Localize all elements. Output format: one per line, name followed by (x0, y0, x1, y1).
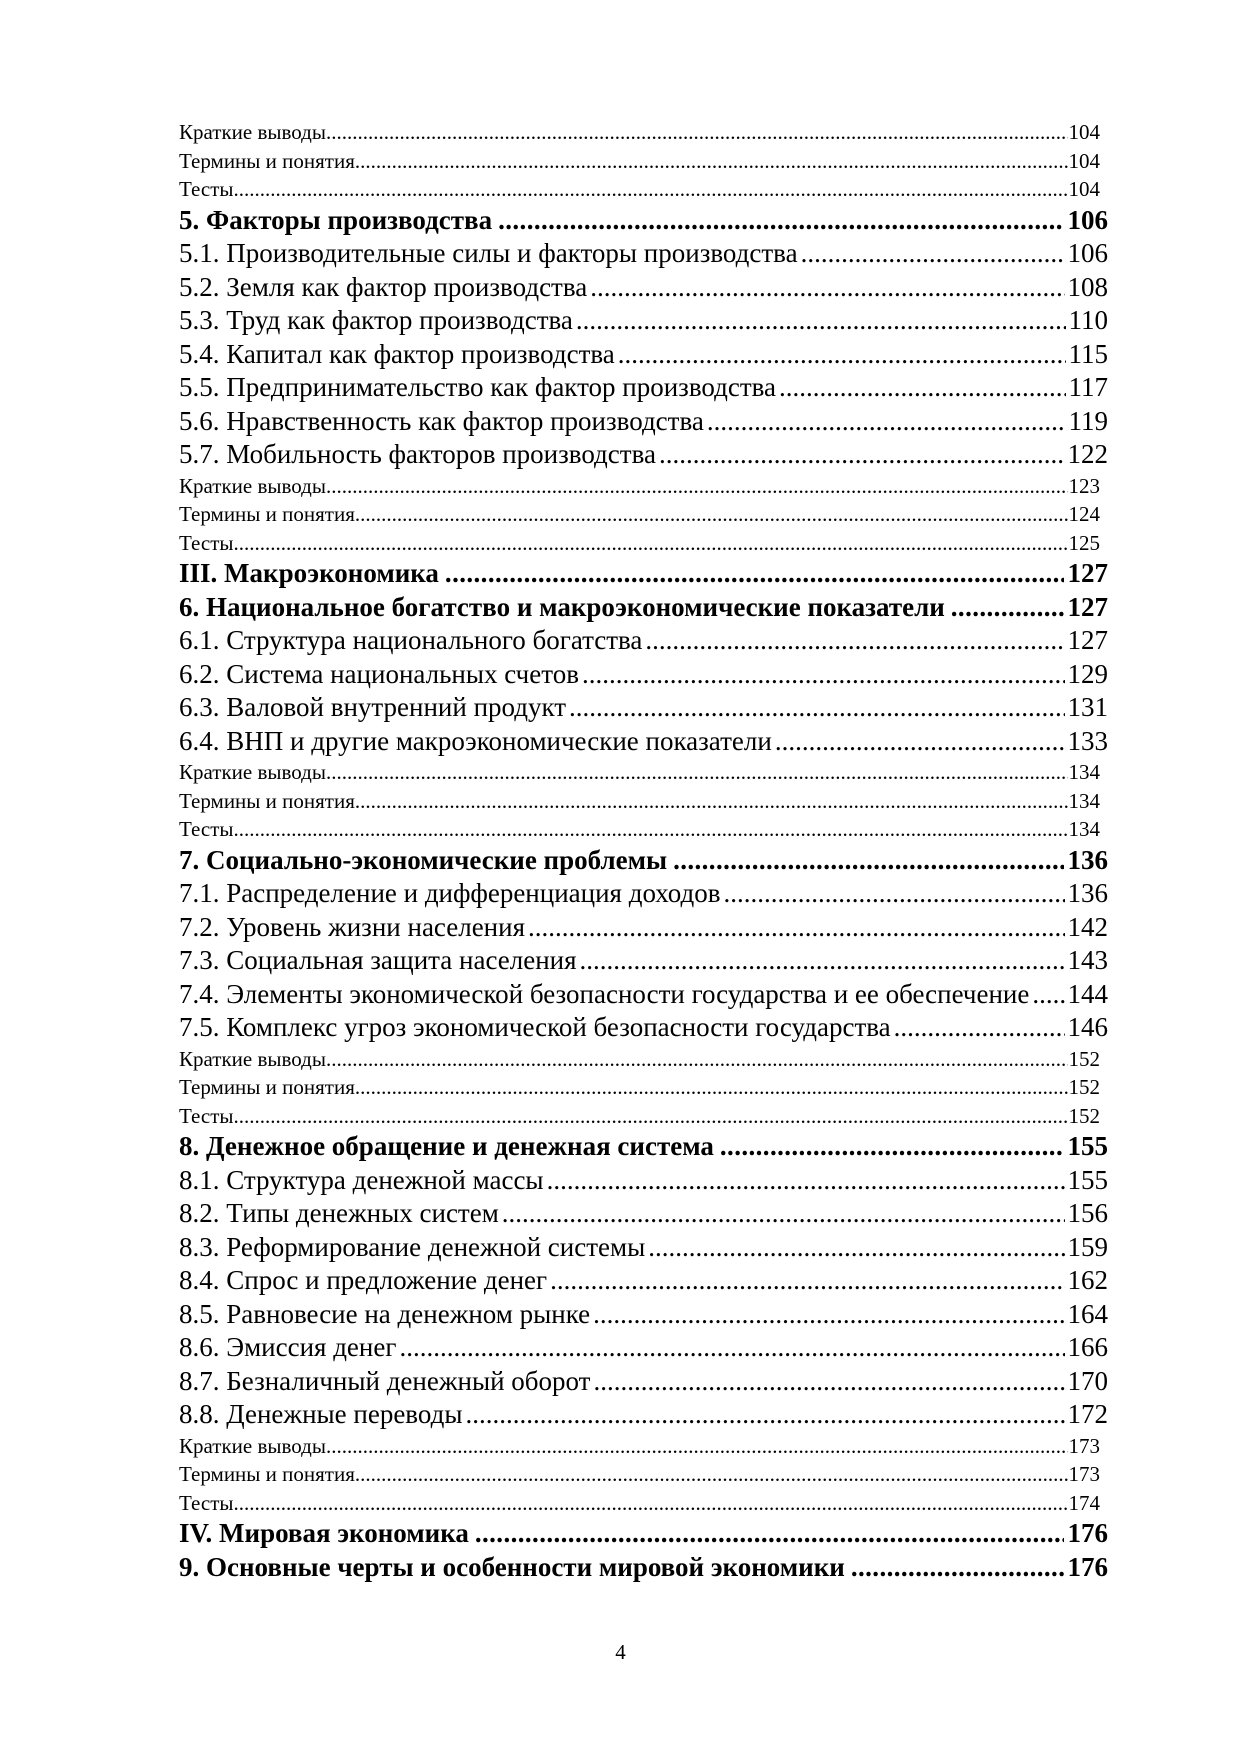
toc-subentry (179, 1432, 1100, 1461)
toc-subentry (179, 1073, 1100, 1102)
toc-dot-leader (326, 1045, 1068, 1074)
toc-dot-leader (576, 304, 1066, 338)
toc-dot-leader (1032, 978, 1064, 1012)
toc-dot-leader (233, 1489, 1067, 1518)
toc-entry-page: 159 (1067, 1231, 1108, 1262)
toc-entry-page: 155 (1067, 1164, 1108, 1195)
toc-entry-page: 164 (1067, 1298, 1108, 1329)
toc-entry-page: 122 (1067, 439, 1108, 469)
toc-entry-page: 152 (1068, 1103, 1100, 1128)
toc-section-entry (179, 944, 1108, 978)
toc-chapter-entry (179, 204, 1108, 238)
toc-entry-title: 8.6. Эмиссия денег (179, 1332, 397, 1362)
toc-dot-leader (569, 691, 1064, 725)
toc-entry-title: Термины и понятия (179, 502, 355, 526)
toc-section-entry (179, 978, 1108, 1012)
toc-entry-title: 8. Денежное обращение и денежная система (179, 1131, 714, 1161)
page-number: 4 (615, 1640, 626, 1664)
toc-entry-title: 7.1. Распределение и дифференциация доходов (179, 878, 721, 908)
table-of-contents (179, 118, 1108, 1584)
toc-chapter-entry (179, 1517, 1108, 1551)
toc-dot-leader (951, 591, 1064, 625)
toc-subentry (179, 118, 1100, 147)
toc-entry-page: 115 (1068, 338, 1108, 369)
toc-dot-leader (775, 725, 1065, 759)
toc-entry-title: 5.6. Нравственность как фактор производства (179, 405, 704, 436)
toc-section-entry (179, 1398, 1108, 1432)
toc-entry-page: 127 (1067, 558, 1108, 588)
toc-entry-title: Краткие выводы (179, 473, 326, 498)
toc-entry-page: 143 (1067, 945, 1108, 975)
toc-dot-leader (355, 1460, 1068, 1489)
toc-entry-page: 166 (1067, 1332, 1108, 1362)
toc-entry-page: 173 (1068, 1462, 1100, 1486)
toc-subentry (179, 1102, 1100, 1131)
toc-entry-title: Краткие выводы (179, 120, 326, 144)
toc-dot-leader (707, 405, 1066, 439)
toc-entry-title: 8.5. Равновесие на денежном рынке (179, 1298, 591, 1329)
toc-entry-page: 104 (1068, 148, 1100, 173)
toc-entry-page: 106 (1067, 204, 1108, 235)
toc-entry-page: 176 (1067, 1551, 1108, 1582)
toc-entry-title: 6.2. Система национальных счетов (179, 658, 579, 689)
toc-entry-page: 162 (1067, 1265, 1108, 1295)
toc-dot-leader (498, 204, 1063, 238)
toc-subentry (179, 815, 1100, 844)
toc-section-entry (179, 911, 1108, 945)
toc-chapter-entry (179, 1130, 1108, 1164)
toc-entry-page: 142 (1067, 911, 1108, 942)
toc-subentry (179, 529, 1100, 558)
toc-dot-leader (399, 1331, 1064, 1365)
toc-dot-leader (801, 237, 1065, 271)
toc-section-entry (179, 1197, 1108, 1231)
toc-section-entry (179, 658, 1108, 692)
toc-dot-leader (355, 787, 1068, 816)
toc-dot-leader (475, 1517, 1064, 1551)
toc-subentry (179, 500, 1100, 529)
toc-section-entry (179, 1298, 1108, 1332)
toc-entry-title: 5.7. Мобильность факторов производства (179, 439, 656, 469)
toc-entry-title: 5.3. Труд как фактор производства (179, 305, 573, 335)
toc-entry-page: 134 (1068, 760, 1100, 784)
toc-dot-leader (550, 1264, 1064, 1298)
toc-section-entry (179, 237, 1108, 271)
toc-entry-page: 170 (1067, 1365, 1108, 1396)
toc-entry-title: 8.2. Типы денежных систем (179, 1198, 499, 1228)
toc-entry-page: 156 (1067, 1198, 1108, 1228)
toc-section-entry (179, 877, 1108, 911)
toc-entry-title: Термины и понятия (179, 148, 355, 173)
toc-entry-page: 134 (1068, 788, 1100, 813)
toc-entry-page: 155 (1067, 1131, 1108, 1161)
toc-entry-title: 6.3. Валовой внутренний продукт (179, 692, 567, 722)
toc-entry-page: 110 (1068, 305, 1108, 335)
toc-subentry (179, 147, 1100, 176)
toc-subentry (179, 175, 1100, 204)
toc-dot-leader (582, 658, 1065, 692)
toc-dot-leader (233, 815, 1067, 844)
toc-entry-title: Краткие выводы (179, 760, 326, 784)
toc-section-entry (179, 371, 1108, 405)
toc-entry-title: IV. Мировая экономика (179, 1518, 469, 1548)
toc-entry-page: 134 (1068, 817, 1100, 841)
toc-entry-title: Термины и понятия (179, 788, 355, 813)
toc-section-entry (179, 1331, 1108, 1365)
toc-entry-title: 7.4. Элементы экономической безопасности государства и ее обеспечение (179, 978, 1030, 1009)
toc-subentry (179, 787, 1100, 816)
toc-section-entry (179, 624, 1108, 658)
toc-dot-leader (233, 1102, 1067, 1131)
toc-dot-leader (645, 624, 1064, 658)
toc-entry-title: Термины и понятия (179, 1075, 355, 1099)
toc-chapter-entry (179, 844, 1108, 878)
toc-entry-title: 7.3. Социальная защита населения (179, 945, 577, 975)
toc-entry-title: Термины и понятия (179, 1462, 355, 1486)
toc-dot-leader (720, 1130, 1064, 1164)
toc-chapter-entry (179, 557, 1108, 591)
toc-entry-title: 8.7. Безналичный денежный оборот (179, 1365, 591, 1396)
toc-entry-title: Тесты (179, 1103, 234, 1128)
toc-section-entry (179, 438, 1108, 472)
toc-entry-title: Тесты (179, 1490, 234, 1515)
toc-entry-page: 152 (1068, 1046, 1100, 1071)
toc-entry-title: 9. Основные черты и особенности мировой экономики (179, 1551, 845, 1582)
toc-dot-leader (326, 472, 1068, 501)
toc-entry-page: 106 (1067, 238, 1108, 268)
toc-dot-leader (326, 118, 1068, 147)
toc-entry-page: 174 (1068, 1490, 1100, 1515)
toc-section-entry (179, 1264, 1108, 1298)
toc-entry-page: 127 (1067, 625, 1108, 655)
toc-entry-title: 8.4. Спрос и предложение денег (179, 1265, 548, 1295)
toc-entry-page: 125 (1068, 530, 1100, 555)
toc-subentry (179, 472, 1100, 501)
toc-entry-title: 8.8. Денежные переводы (179, 1399, 463, 1429)
toc-dot-leader (580, 944, 1065, 978)
toc-entry-page: 173 (1068, 1433, 1100, 1458)
toc-entry-title: 5.4. Капитал как фактор производства (179, 338, 615, 369)
toc-chapter-entry (179, 591, 1108, 625)
toc-entry-title: 6.4. ВНП и другие макроэкономические показатели (179, 725, 772, 756)
toc-entry-title: 7.5. Комплекс угроз экономической безопасности государства (179, 1012, 891, 1042)
toc-entry-page: 127 (1067, 591, 1108, 622)
toc-entry-title: Тесты (179, 817, 234, 841)
toc-dot-leader (779, 371, 1065, 405)
toc-entry-title: Краткие выводы (179, 1046, 326, 1071)
toc-dot-leader (590, 271, 1064, 305)
toc-section-entry (179, 1231, 1108, 1265)
toc-dot-leader (894, 1011, 1065, 1045)
toc-dot-leader (528, 911, 1064, 945)
toc-dot-leader (355, 500, 1068, 529)
toc-entry-page: 129 (1067, 658, 1108, 689)
toc-dot-leader (445, 557, 1064, 591)
toc-entry-page: 144 (1067, 978, 1108, 1009)
toc-entry-title: 6. Национальное богатство и макроэкономические показатели (179, 591, 945, 622)
toc-entry-title: 7. Социально-экономические проблемы (179, 844, 668, 875)
toc-entry-page: 136 (1067, 878, 1108, 908)
toc-entry-title: 8.3. Реформирование денежной системы (179, 1231, 646, 1262)
toc-entry-title: 5.2. Земля как фактор производства (179, 271, 588, 302)
toc-subentry (179, 1460, 1100, 1489)
toc-dot-leader (355, 1073, 1068, 1102)
toc-dot-leader (673, 844, 1063, 878)
toc-dot-leader (593, 1365, 1064, 1399)
toc-entry-title: Тесты (179, 177, 234, 201)
toc-entry-page: 104 (1068, 120, 1100, 144)
toc-entry-title: Тесты (179, 530, 234, 555)
toc-dot-leader (465, 1398, 1064, 1432)
toc-section-entry (179, 691, 1108, 725)
toc-section-entry (179, 1011, 1108, 1045)
toc-dot-leader (502, 1197, 1065, 1231)
toc-dot-leader (547, 1164, 1065, 1198)
toc-entry-page: 136 (1067, 844, 1108, 875)
toc-entry-page: 133 (1067, 725, 1108, 756)
toc-section-entry (179, 1164, 1108, 1198)
toc-entry-page: 104 (1068, 177, 1100, 201)
toc-subentry (179, 1045, 1100, 1074)
toc-entry-page: 123 (1068, 473, 1100, 498)
toc-entry-page: 172 (1067, 1399, 1108, 1429)
toc-entry-title: 5.5. Предпринимательство как фактор производства (179, 372, 777, 402)
toc-dot-leader (851, 1551, 1064, 1585)
toc-dot-leader (723, 877, 1064, 911)
toc-dot-leader (326, 758, 1068, 787)
toc-dot-leader (355, 147, 1068, 176)
toc-section-entry (179, 271, 1108, 305)
toc-entry-page: 146 (1067, 1012, 1108, 1042)
toc-dot-leader (233, 175, 1067, 204)
toc-subentry (179, 758, 1100, 787)
toc-chapter-entry (179, 1551, 1108, 1585)
toc-dot-leader (648, 1231, 1064, 1265)
toc-entry-title: 5.1. Производительные силы и факторы производства (179, 238, 798, 268)
toc-entry-page: 176 (1067, 1518, 1108, 1548)
toc-entry-title: 5. Факторы производства (179, 204, 493, 235)
toc-section-entry (179, 304, 1108, 338)
toc-entry-page: 124 (1068, 502, 1100, 526)
toc-entry-page: 108 (1067, 271, 1108, 302)
toc-section-entry (179, 1365, 1108, 1399)
toc-entry-page: 119 (1068, 405, 1108, 436)
toc-entry-title: Краткие выводы (179, 1433, 326, 1458)
toc-entry-page: 131 (1067, 692, 1108, 722)
toc-subentry (179, 1489, 1100, 1518)
toc-dot-leader (659, 438, 1065, 472)
toc-entry-title: 7.2. Уровень жизни населения (179, 911, 526, 942)
toc-section-entry (179, 338, 1108, 372)
toc-section-entry (179, 725, 1108, 759)
toc-dot-leader (326, 1432, 1068, 1461)
toc-entry-title: III. Макроэкономика (179, 558, 439, 588)
toc-section-entry (179, 405, 1108, 439)
toc-dot-leader (618, 338, 1066, 372)
toc-dot-leader (233, 529, 1067, 558)
toc-entry-title: 6.1. Структура национального богатства (179, 625, 643, 655)
toc-entry-page: 117 (1068, 372, 1108, 402)
toc-entry-page: 152 (1068, 1075, 1100, 1099)
toc-entry-title: 8.1. Структура денежной массы (179, 1164, 544, 1195)
toc-dot-leader (593, 1298, 1064, 1332)
